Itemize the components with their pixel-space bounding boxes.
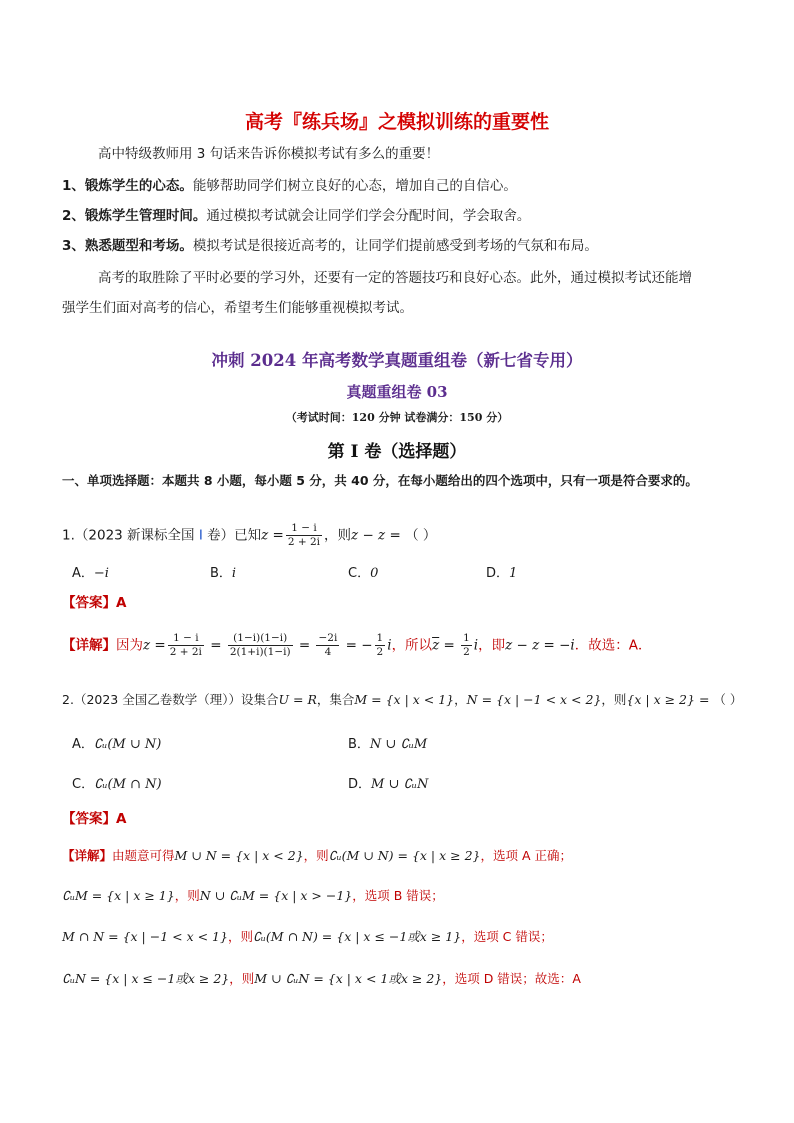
detail-math: ∁ᵤM = {x | x ≥ 1} <box>62 888 175 903</box>
q1-option-c[interactable] <box>348 562 378 581</box>
option-label: B． <box>348 737 370 752</box>
q2-detail-line-2 <box>62 886 444 906</box>
q2-set-n: N = {x | −1 < x < 2} <box>466 692 602 707</box>
frac-den: 4 <box>324 646 332 658</box>
main-title: 高考『练兵场』之模拟训练的重要性 <box>244 111 549 133</box>
q1-expr: z − z <box>351 527 386 544</box>
part-title: 第 I 卷（选择题） <box>327 442 467 462</box>
detail-text: ，选项 A 正确； <box>480 848 572 863</box>
frac-num: 1 <box>376 632 384 644</box>
option-text: ∁ᵤ(M ∩ N) <box>94 777 162 792</box>
q2-detail-line-1 <box>62 846 572 866</box>
option-label: A． <box>72 566 94 581</box>
point-num: 1、 <box>62 178 85 194</box>
q2-text: ，集合 <box>316 692 355 707</box>
intro-closing-1: 高考的取胜除了平时必要的学习外，还要有一定的答题技巧和良好心态。此外，通过模拟考试还能增 <box>98 270 692 286</box>
option-label: C． <box>348 566 371 581</box>
detail-period: ． <box>638 637 652 654</box>
q2-option-a[interactable] <box>72 733 161 752</box>
detail-math: ∁ᵤN = {x | x ≤ −1或x ≥ 2} <box>62 971 230 986</box>
point-num: 3、 <box>62 238 85 254</box>
detail-math: ∁ᵤ(M ∩ N) = {x | x ≤ −1或x ≥ 1} <box>252 929 462 944</box>
option-label: D． <box>348 777 372 792</box>
q2-text: = （ ） <box>694 692 743 707</box>
point-head: 锻炼学生的心态。 <box>84 178 193 194</box>
option-text: ∁ᵤ(M ∪ N) <box>93 737 162 752</box>
frac-den: 2 + 2i <box>169 646 202 658</box>
q2-option-d[interactable] <box>348 773 428 792</box>
detail-text: ，选项 B 错误； <box>352 888 444 903</box>
intro-point-1 <box>62 176 517 196</box>
exam-subtitle: 真题重组卷 03 <box>346 383 448 401</box>
exam-info: （考试时间：120 分钟 试卷满分：150 分） <box>285 411 509 424</box>
answer-value: A <box>116 595 127 611</box>
detail-z: z = <box>143 637 166 654</box>
point-head: 锻炼学生管理时间。 <box>84 208 207 224</box>
detail-frac-1 <box>168 632 204 659</box>
q2-text: ，则 <box>601 692 627 707</box>
detail-choice: A <box>628 637 639 654</box>
detail-eq: = − <box>341 637 373 654</box>
detail-eq: = <box>294 637 315 654</box>
frac-den: 2 <box>463 646 470 658</box>
detail-math: M ∪ N = {x | x < 2} <box>174 848 304 863</box>
detail-label: 【详解】 <box>62 637 116 654</box>
q1-frac-den: 2 + 2i <box>287 536 321 548</box>
q1-number: 1. <box>62 527 75 544</box>
detail-i: i <box>387 637 392 654</box>
q1-option-d[interactable] <box>486 562 517 581</box>
q1-answer <box>62 593 126 613</box>
detail-choice: A <box>572 971 581 986</box>
q2-source: （2023 全国乙卷数学（理））设集合 <box>73 692 279 707</box>
option-label: C． <box>72 777 95 792</box>
detail-text: ，则 <box>303 848 329 863</box>
point-body: 通过模拟考试就会让同学们学会分配时间，学会取舍。 <box>206 208 531 224</box>
detail-frac-4 <box>375 632 386 659</box>
option-text: 0 <box>370 566 379 581</box>
detail-math: ∁ᵤ(M ∪ N) = {x | x ≥ 2} <box>328 848 481 863</box>
detail-text: ，选项 C 错误； <box>461 929 553 944</box>
detail-text: ，则 <box>229 971 255 986</box>
detail-text: ，选项 D 错误；故选： <box>442 971 573 986</box>
section-heading: 一、单项选择题：本题共 8 小题，每小题 5 分，共 40 分，在每小题给出的四个选项中，只有一项是符合要求的。 <box>62 473 698 488</box>
intro-lead: 高中特级教师用 3 句话来告诉你模拟考试有多么的重要！ <box>98 146 440 162</box>
detail-text: ，则 <box>227 929 253 944</box>
detail-math: N ∪ ∁ᵤM = {x | x > −1} <box>199 888 353 903</box>
option-text: N ∪ ∁ᵤM <box>369 737 428 752</box>
detail-eq: = <box>205 637 226 654</box>
q1-source-end: 卷）已知 <box>207 527 262 544</box>
q2-detail-line-4 <box>62 969 581 989</box>
detail-math: M ∩ N = {x | −1 < x < 1} <box>62 929 228 944</box>
q2-stem <box>62 690 742 710</box>
q2-answer <box>62 809 126 829</box>
frac-num: 1 − i <box>168 632 204 646</box>
q1-option-a[interactable] <box>72 562 109 581</box>
q1-stem-mid: ，则 <box>324 527 352 544</box>
detail-frac-3 <box>316 632 339 659</box>
option-label: B． <box>210 566 232 581</box>
intro-closing-2: 强学生们面对高考的信心，希望考生们能够重视模拟考试。 <box>62 300 413 316</box>
q1-detail <box>62 632 652 659</box>
q1-z-eq: z = <box>261 527 284 544</box>
detail-zbar: $\overline{z}$ <box>432 637 440 654</box>
detail-math: M ∪ ∁ᵤN = {x | x < 1或x ≥ 2} <box>254 971 443 986</box>
frac-num: 1 <box>463 632 470 644</box>
detail-pre: 因为 <box>116 637 143 654</box>
frac-den: 2(1+i)(1−i) <box>229 646 291 658</box>
detail-label: 【详解】 <box>62 848 113 863</box>
q1-stem <box>62 522 436 549</box>
point-num: 2、 <box>62 208 85 224</box>
detail-text: 由题意可得 <box>112 848 175 863</box>
intro-point-2 <box>62 206 530 226</box>
option-label: D． <box>486 566 510 581</box>
q2-target-set: {x | x ≥ 2} <box>626 692 695 707</box>
point-body: 能够帮助同学们树立良好的心态，增加自己的自信心。 <box>192 178 517 194</box>
option-label: A． <box>72 737 94 752</box>
detail-i: i <box>473 637 479 654</box>
option-text: M ∪ ∁ᵤN <box>371 777 429 792</box>
answer-value: A <box>116 811 127 827</box>
q1-option-b[interactable] <box>210 562 236 581</box>
frac-den: 2 <box>376 646 384 658</box>
q2-option-c[interactable] <box>72 773 162 792</box>
option-text: −i <box>93 566 109 581</box>
detail-frac-5 <box>461 632 472 659</box>
q2-number: 2. <box>62 692 74 707</box>
frac-num: −2i <box>318 632 338 644</box>
exam-title: 冲刺 2024 年高考数学真题重组卷（新七省专用） <box>211 351 583 370</box>
q1-stem-end: = （ ） <box>385 527 437 544</box>
q2-set-m: M = {x | x < 1} <box>354 692 455 707</box>
detail-so: ，所以 <box>391 637 433 654</box>
intro-point-3 <box>62 236 598 256</box>
detail-text: ，则 <box>174 888 200 903</box>
q2-text: ， <box>454 692 467 707</box>
q1-source: （2023 新课标全国 <box>74 527 195 544</box>
point-body: 模拟考试是很接近高考的，让同学们提前感受到考场的气氛和布局。 <box>192 238 598 254</box>
q1-source-highlight: I <box>194 527 208 544</box>
detail-then: ，即 <box>478 637 506 654</box>
frac-num: (1−i)(1−i) <box>228 632 293 646</box>
answer-label: 【答案】 <box>62 595 116 611</box>
q1-fraction <box>286 522 322 549</box>
q1-frac-num: 1 − i <box>286 522 322 536</box>
detail-result: z − z = −i <box>505 637 575 654</box>
detail-eq: = <box>439 637 460 654</box>
detail-end: ．故选： <box>574 637 629 654</box>
point-head: 熟悉题型和考场。 <box>84 238 193 254</box>
q2-set-u: U = R <box>278 692 317 707</box>
answer-label: 【答案】 <box>62 811 116 827</box>
q2-option-b[interactable] <box>348 733 427 752</box>
option-text: i <box>231 566 237 581</box>
detail-frac-2 <box>228 632 293 659</box>
q2-detail-line-3 <box>62 927 553 947</box>
option-text: 1 <box>509 566 518 581</box>
